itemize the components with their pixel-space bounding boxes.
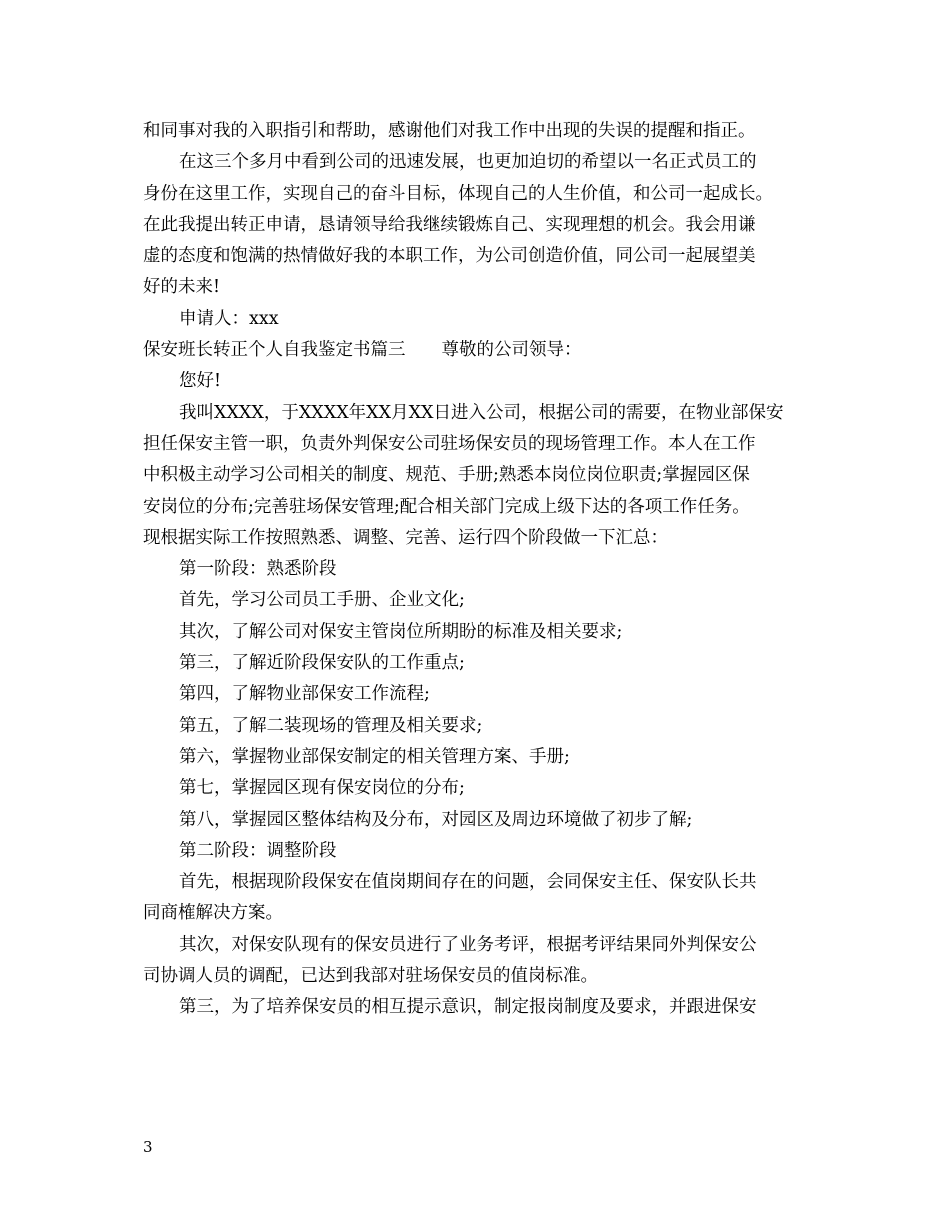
text-line: 在这三个多月中看到公司的迅速发展，也更加迫切的希望以一名正式员工的 (179, 152, 757, 173)
list-item: 第八，掌握园区整体结构及分布，对园区及周边环境做了初步了解; (179, 809, 693, 830)
text-line: 和同事对我的入职指引和帮助，感谢他们对我工作中出现的失误的提醒和指正。 (143, 121, 756, 141)
list-item: 第三，了解近阶段保安队的工作重点; (179, 653, 465, 674)
page-number: 3 (143, 1138, 153, 1156)
text-line: 现根据实际工作按照熟悉、调整、完善、运行四个阶段做一下汇总： (143, 527, 668, 548)
text-line: 司协调人员的调配，已达到我部对驻场保安员的值岗标准。 (143, 966, 598, 987)
section-title: 保安班长转正个人自我鉴定书篇三 (143, 340, 406, 361)
text-line: 其次，对保安队现有的保安员进行了业务考评，根据考评结果同外判保安公 (179, 934, 757, 955)
stage-heading: 第二阶段：调整阶段 (179, 840, 337, 861)
applicant-line: 申请人：xxx (179, 308, 279, 329)
text-line: 同商榷解决方案。 (143, 903, 283, 924)
text-line: 安岗位的分布;完善驻场保安管理;配合相关部门完成上级下达的各项工作任务。 (143, 496, 750, 517)
list-item: 第五，了解二装现场的管理及相关要求; (179, 715, 483, 736)
text-line: 虚的态度和饱满的热情做好我的本职工作，为公司创造价值，同公司一起展望美 (143, 246, 756, 267)
stage-heading: 第一阶段：熟悉阶段 (179, 559, 337, 580)
text-line: 中积极主动学习公司相关的制度、规范、手册;熟悉本岗位岗位职责;掌握园区保 (143, 465, 750, 486)
salutation: 尊敬的公司领导： (441, 340, 582, 361)
section-heading-line (143, 335, 823, 366)
document-body (143, 116, 823, 1024)
greeting-line: 您好! (179, 371, 222, 392)
list-item: 第七，掌握园区现有保安岗位的分布; (179, 778, 465, 799)
list-item: 首先，学习公司员工手册、企业文化; (179, 590, 465, 611)
text-line: 我叫XXXX，于XXXX年XX月XX日进入公司，根据公司的需要，在物业部保安 (179, 402, 784, 423)
text-line: 第三，为了培养保安员的相互提示意识，制定报岗制度及要求，并跟进保安 (179, 997, 757, 1018)
list-item: 第四，了解物业部保安工作流程; (179, 684, 430, 705)
list-item: 第六，掌握物业部保安制定的相关管理方案、手册; (179, 746, 570, 767)
list-item: 其次，了解公司对保安主管岗位所期盼的标准及相关要求; (179, 621, 623, 642)
text-line: 好的未来! (143, 277, 221, 298)
text-line: 身份在这里工作，实现自己的奋斗目标，体现自己的人生价值，和公司一起成长。 (143, 183, 773, 204)
text-line: 担任保安主管一职，负责外判保安公司驻场保安员的现场管理工作。本人在工作 (143, 433, 756, 454)
text-line: 在此我提出转正申请，恳请领导给我继续锻炼自己、实现理想的机会。我会用谦 (143, 214, 756, 235)
text-line: 首先，根据现阶段保安在值岗期间存在的问题，会同保安主任、保安队长共 (179, 872, 757, 893)
